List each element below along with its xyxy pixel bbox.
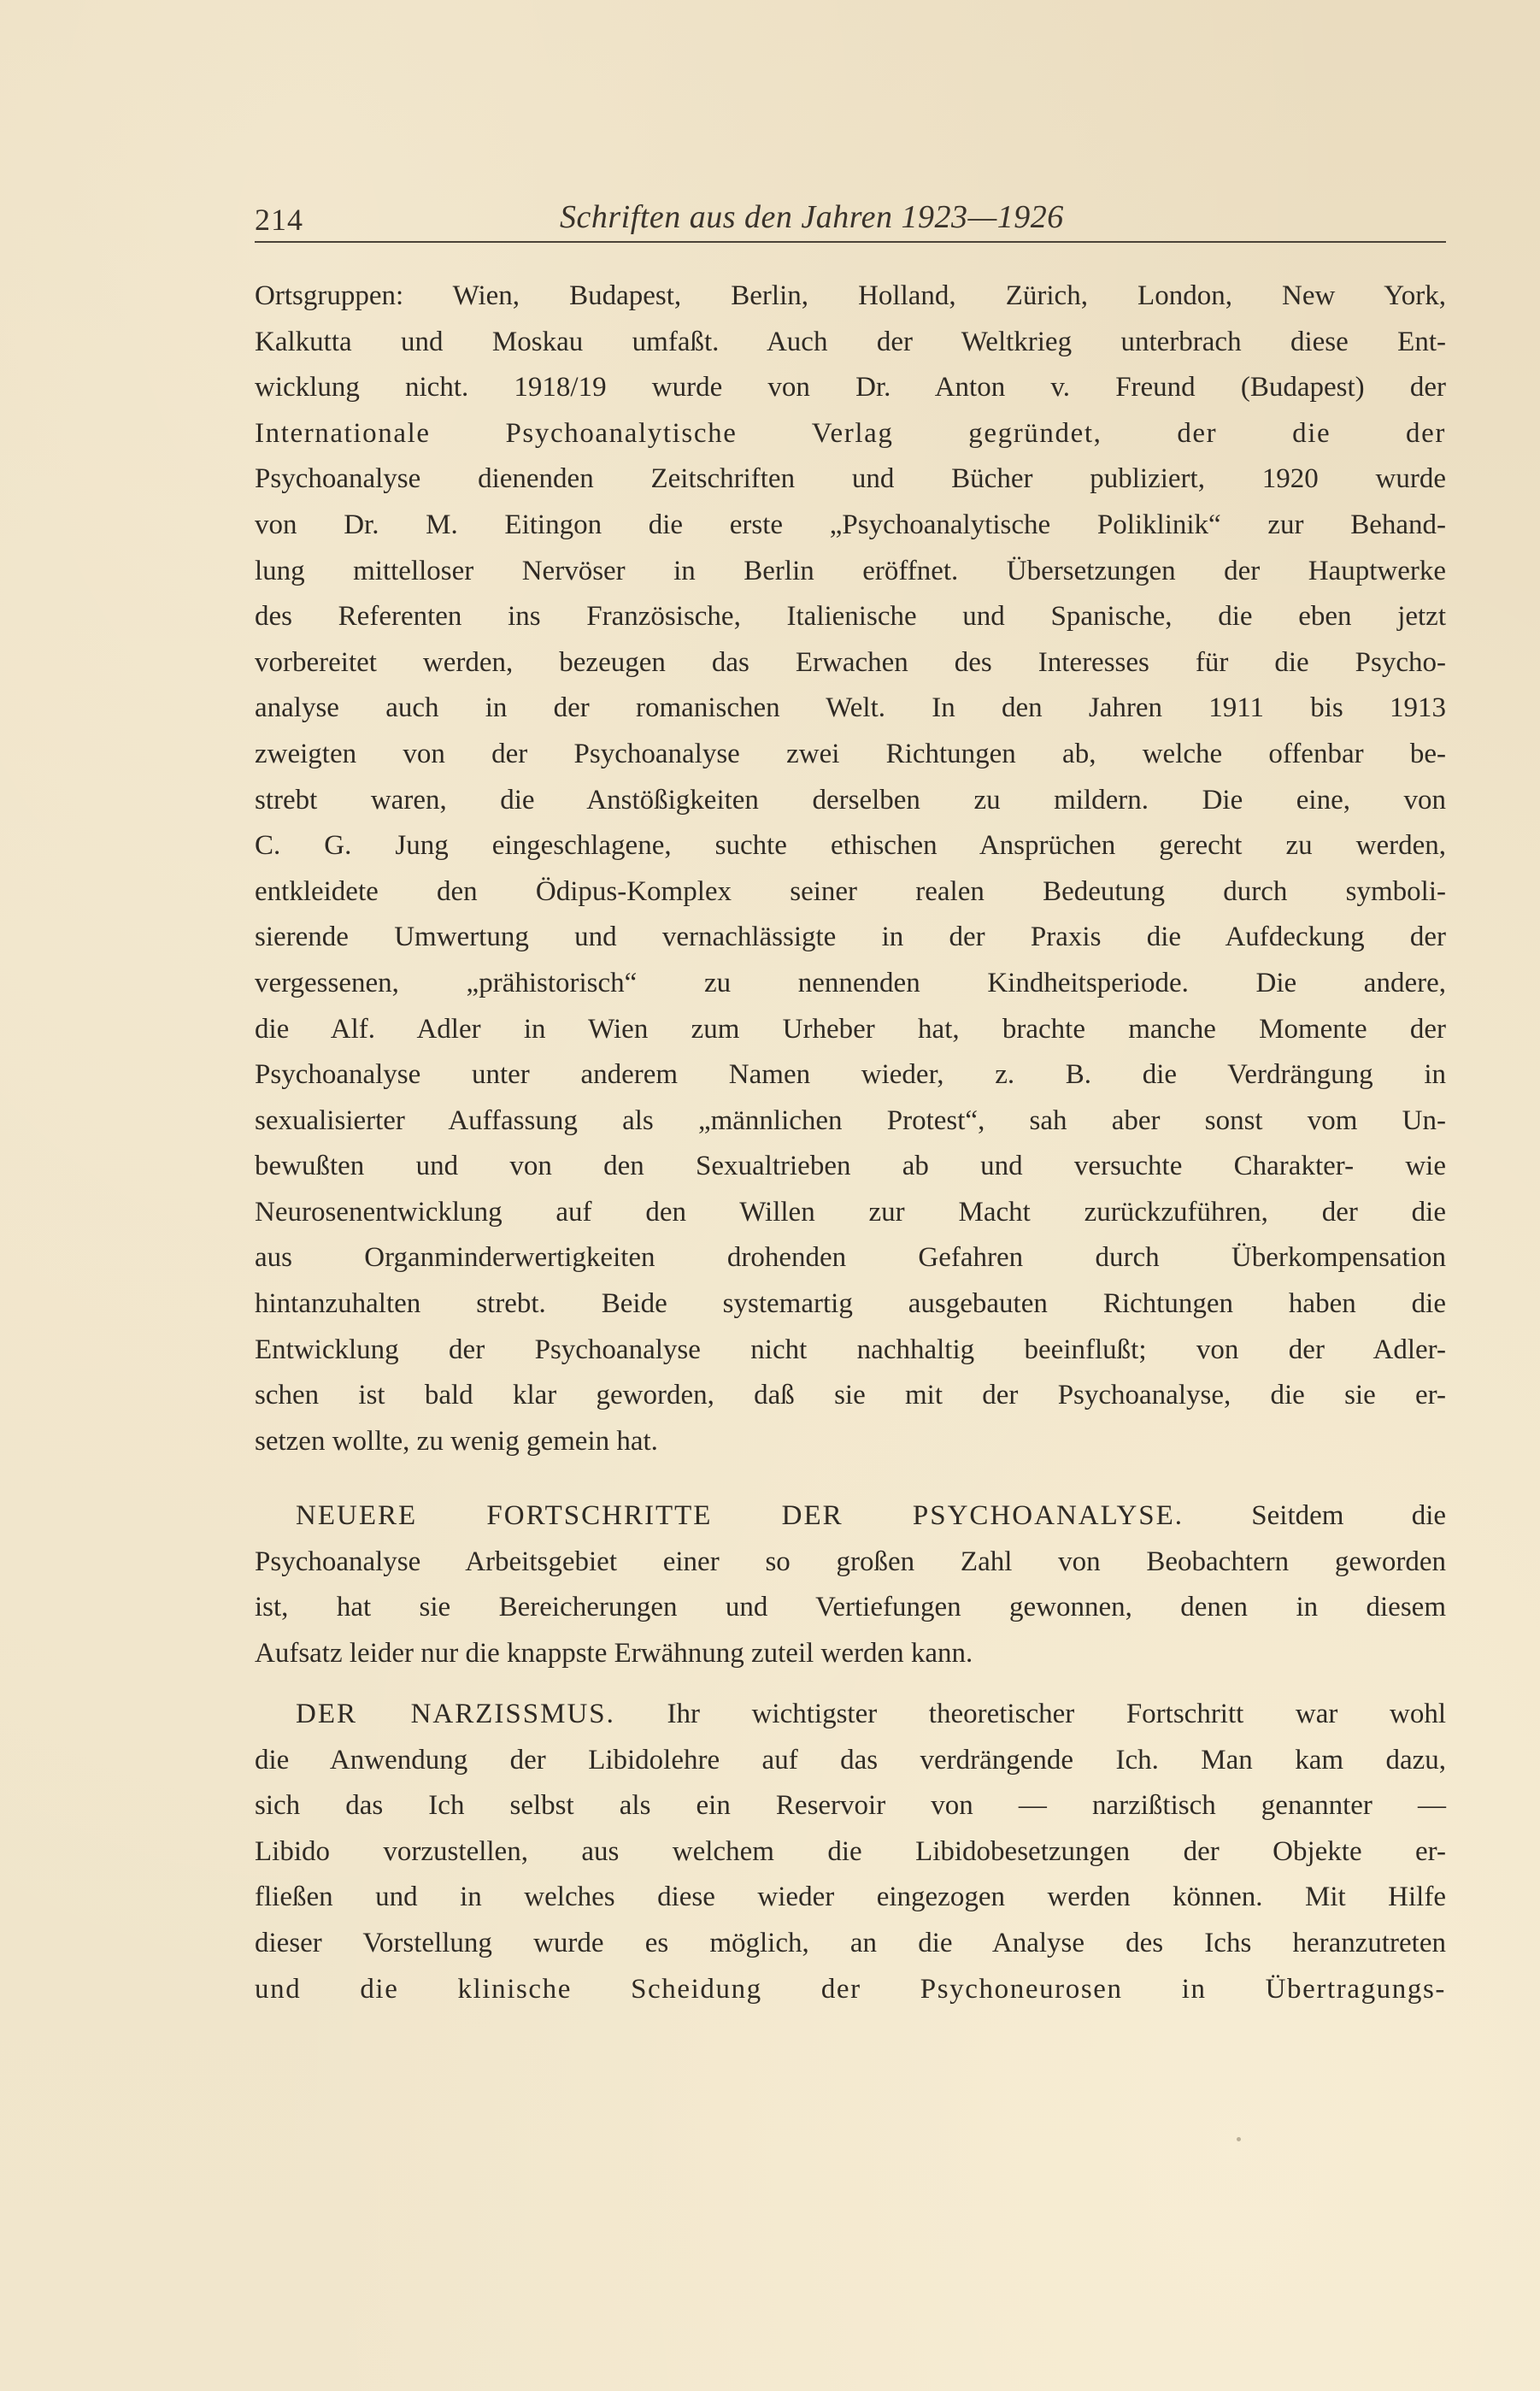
text-line: die Anwendung der Libidolehre auf das verdrängende Ich. Man kam dazu, — [255, 1744, 1446, 1776]
text-line: Internationale Psychoanalytische Verlag gegründet, der die der — [255, 417, 1446, 449]
paragraph-narzissmus — [255, 1692, 1446, 2012]
paragraph-neuere-fortschritte — [255, 1493, 1446, 1676]
text-line: strebt waren, die Anstößigkeiten derselben zu mildern. Die eine, von — [255, 784, 1446, 816]
paper-speck — [1237, 2137, 1241, 2141]
text-run: Seitdem die — [1184, 1500, 1447, 1531]
text-line: Psychoanalyse unter anderem Namen wieder, z. B. die Verdrängung in — [255, 1059, 1446, 1091]
text-line: hintanzuhalten strebt. Beide systemartig ausgebauten Richtungen haben die — [255, 1288, 1446, 1320]
text-line: setzen wollte, zu wenig gemein hat. — [255, 1425, 658, 1457]
text-run: Ihr wichtigster theoretischer Fortschritt war wohl — [614, 1699, 1446, 1729]
text-line — [255, 1692, 1446, 1738]
text-line: Kalkutta und Moskau umfaßt. Auch der Weltkrieg unterbrach diese Ent- — [255, 326, 1446, 357]
text-line: zweigten von der Psychoanalyse zwei Richtungen ab, welche offenbar be- — [255, 738, 1446, 769]
text-line — [255, 1493, 1446, 1540]
running-title: Schriften aus den Jahren 1923—1926 — [560, 199, 1064, 235]
text-line: dieser Vorstellung wurde es möglich, an die Analyse des Ichs heranzutreten — [255, 1927, 1446, 1958]
text-line: fließen und in welches diese wieder eingezogen werden können. Mit Hilfe — [255, 1882, 1446, 1913]
text-line: die Alf. Adler in Wien zum Urheber hat, brachte manche Momente der — [255, 1013, 1446, 1045]
text-line: sich das Ich selbst als ein Reservoir von — narzißtisch genannter — — [255, 1790, 1446, 1822]
text-line: sexualisierter Auffassung als „männlichen Protest“, sah aber sonst vom Un- — [255, 1104, 1446, 1136]
text-line: ist, hat sie Bereicherungen und Vertiefungen gewonnen, denen in diesem — [255, 1592, 1446, 1623]
text-line: von Dr. M. Eitingon die erste „Psychoanalytische Poliklinik“ zur Behand- — [255, 509, 1446, 540]
text-line: schen ist bald klar geworden, daß sie mit der Psychoanalyse, die sie er- — [255, 1380, 1446, 1411]
running-head — [255, 195, 1446, 243]
section-heading: NEUERE FORTSCHRITTE DER PSYCHOANALYSE. — [296, 1500, 1184, 1531]
text-line: und die klinische Scheidung der Psychoneurosen in Übertragungs- — [255, 1973, 1446, 2005]
text-line: C. G. Jung eingeschlagene, suchte ethischen Ansprüchen gerecht zu werden, — [255, 830, 1446, 862]
page-number: 214 — [255, 203, 303, 237]
text-line: Libido vorzustellen, aus welchem die Libidobesetzungen der Objekte er- — [255, 1835, 1446, 1867]
text-line: wicklung nicht. 1918/19 wurde von Dr. Anton v. Freund (Budapest) der — [255, 372, 1446, 403]
text-line: vorbereitet werden, bezeugen das Erwachen des Interesses für die Psycho- — [255, 646, 1446, 678]
text-line: Neurosenentwicklung auf den Willen zur Macht zurückzuführen, der die — [255, 1196, 1446, 1228]
text-line: des Referenten ins Französische, Italienische und Spanische, die eben jetzt — [255, 601, 1446, 633]
text-line: lung mittelloser Nervöser in Berlin eröffnet. Übersetzungen der Hauptwerke — [255, 555, 1446, 586]
text-line: Psychoanalyse dienenden Zeitschriften und Bücher publiziert, 1920 wurde — [255, 463, 1446, 495]
text-line: aus Organminderwertigkeiten drohenden Gefahren durch Überkompensation — [255, 1242, 1446, 1274]
text-line: entkleidete den Ödipus-Komplex seiner realen Bedeutung durch symboli- — [255, 875, 1446, 907]
text-line: analyse auch in der romanischen Welt. In den Jahren 1911 bis 1913 — [255, 692, 1446, 724]
text-line: Entwicklung der Psychoanalyse nicht nachhaltig beeinflußt; von der Adler- — [255, 1334, 1446, 1365]
paragraph-history — [255, 274, 1446, 1464]
text-line: Ortsgruppen: Wien, Budapest, Berlin, Holland, Zürich, London, New York, — [255, 280, 1446, 311]
text-line: Psychoanalyse Arbeitsgebiet einer so großen Zahl von Beobachtern geworden — [255, 1546, 1446, 1577]
text-line: vergessenen, „prähistorisch“ zu nennenden Kindheitsperiode. Die andere, — [255, 967, 1446, 998]
header-rule — [255, 241, 1446, 243]
text-line: sierende Umwertung und vernachlässigte in der Praxis die Aufdeckung der — [255, 922, 1446, 953]
section-heading: DER NARZISSMUS. — [296, 1699, 615, 1729]
text-line: bewußten und von den Sexualtrieben ab und versuchte Charakter- wie — [255, 1151, 1446, 1182]
text-line: Aufsatz leider nur die knappste Erwähnung zuteil werden kann. — [255, 1637, 973, 1669]
